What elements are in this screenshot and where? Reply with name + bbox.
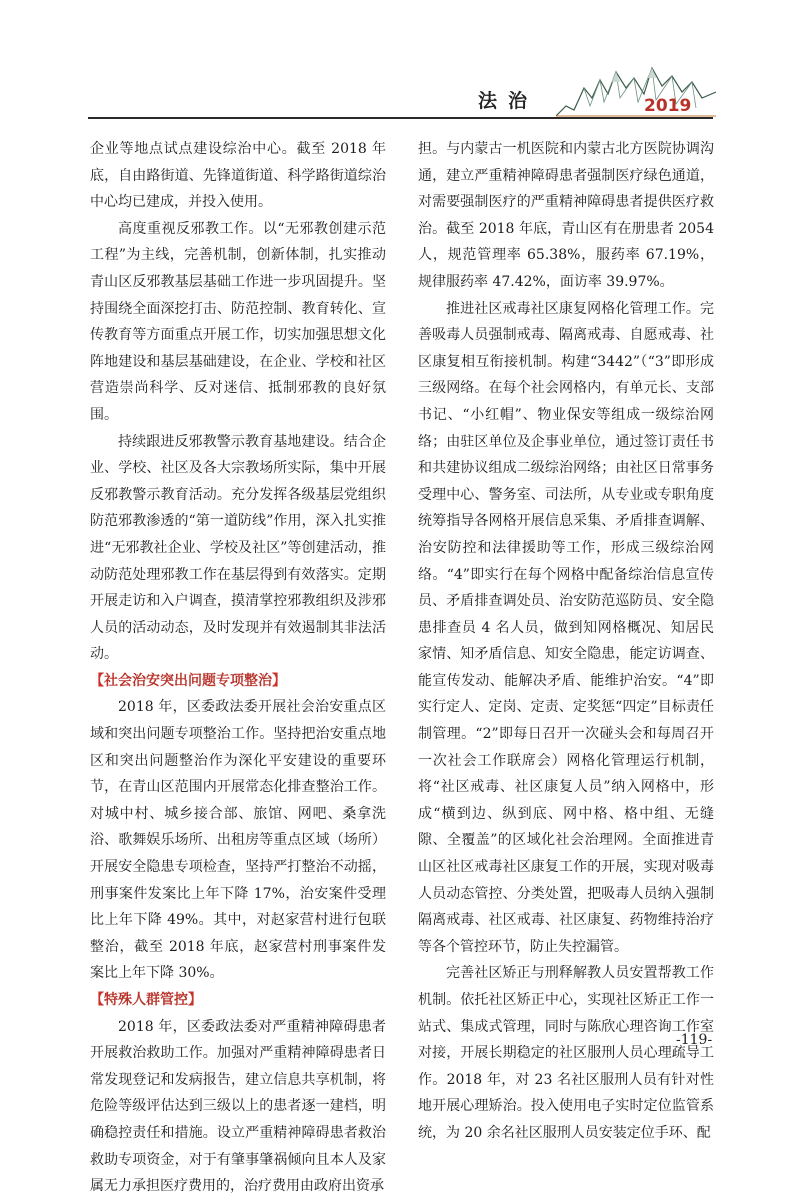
section-heading-text: 社会治安突出问题专项整治 <box>104 672 272 689</box>
paragraph: 2018 年，区委政法委对严重精神障碍患者开展救治救助工作。加强对严重精神障碍患者日常发现登记和发病报告，建立信息共享机制，将危险等级评估达到三级以上的患者逐一建档，明确稳控责任和措施。设立严重精神障碍患者救治救助专项资金，对于有肇事肇祸倾向且本人及家属无力承担医疗费用的，治疗费用由政府出资承 <box>90 1018 386 1195</box>
header-rule <box>88 117 713 119</box>
paragraph: 2018 年，区委政法委开展社会治安重点区域和突出问题专项整治工作。坚持把治安重点地区和突出问题整治作为深化平安建设的重要环节，在青山区范围内开展常态化排查整治工作。对城中村、城乡接合部、旅馆、网吧、桑拿洗浴、歌舞娱乐场所、出租房等重点区域（场所）开展安全隐患专项检查，坚持严打整治不动摇，刑事案件发案比上年下降 17%，治安案件受理比上年下降 49%。其中，对赵家营村进行包联整治，截至 2018 年底，赵家营村刑事案件发案比上年下降 30%。 <box>90 699 386 982</box>
heading-bracket-open: 【 <box>90 672 104 689</box>
paragraph: 担。与内蒙古一机医院和内蒙古北方医院协调沟通，建立严重精神障碍患者强制医疗绿色通道，对需要强制医疗的严重精神障碍患者提供医疗救治。截至 2018 年底，青山区有在册患者 2054 人，规范管理率 65.38%，服药率 67.19%，规律服药率 47.42%，面访率 39.97%。 <box>418 141 714 290</box>
right-column <box>418 136 714 1147</box>
left-column <box>90 136 386 1200</box>
heading-bracket-close: 】 <box>188 992 202 1008</box>
page-header <box>0 0 804 120</box>
section-heading <box>90 668 386 695</box>
heading-bracket-close: 】 <box>272 672 286 689</box>
paragraph: 高度重视反邪教工作。以“无邪教创建示范工程”为主线，完善机制，创新体制，扎实推动青山区反邪教基层基础工作进一步巩固提升。坚持围绕全面深挖打击、防范控制、教育转化、宣传教育等方面重点开展工作，切实加强思想文化阵地建设和基层基础建设，在企业、学校和社区营造崇尚科学、反对迷信、抵制邪教的良好氛围。 <box>90 220 386 423</box>
paragraph: 持续跟进反邪教警示教育基地建设。结合企业、学校、社区及各大宗教场所实际，集中开展反邪教警示教育活动。充分发挥各级基层党组织防范邪教渗透的“第一道防线”作用，深入扎实推进“无邪教社企业、学校及社区”等创建活动，推动防范处理邪教工作在基层得到有效落实。定期开展走访和入户调查，摸清掌控邪教组织及涉邪人员的活动动态，及时发现并有效遏制其非法活动。 <box>90 433 386 663</box>
section-heading <box>90 987 386 1014</box>
heading-bracket-open: 【 <box>90 992 104 1008</box>
paragraph: 推进社区戒毒社区康复网格化管理工作。完善吸毒人员强制戒毒、隔离戒毒、自愿戒毒、社区康复相互衔接机制。构建“3442”（“3”即形成三级网络。在每个社会网格内，有单元长、支部书记、“小红帽”、物业保安等组成一级综治网络；由驻区单位及企事业单位，通过签订责任书和共建协议组成二级综治网络；由社区日常事务受理中心、警务室、司法所，从专业或专职角度统筹指导各网格开展信息采集、矛盾排查调解、治安防控和法律援助等工作，形成三级综治网络。“4”即实行在每个网格中配备综治信息宣传员、矛盾排查调处员、治安防范巡防员、安全隐患排查员 4 名人员，做到知网格概况、知居民家情、知矛盾信息、知安全隐患，能定访调查、能宣传发动、能解决矛盾、能维护治安。“4”即实行定人、定岗、定责、定奖惩“四定”目标责任制管理。“2”即每日召开一次碰头会和每周召开一次社会工作联席会）网格化管理运行机制，将“社区戒毒、社区康复人员”纳入网格中，形成“横到边、纵到底、网中格、格中组、无缝隙、全覆盖”的区域化社会治理网。全面推进青山区社区戒毒社区康复工作的开展，实现对吸毒人员动态管控、分类处置，把吸毒人员纳入强制隔离戒毒、社区戒毒、社区康复、药物维持治疗等各个管控环节，防止失控漏管。 <box>418 300 714 955</box>
header-year: 2019 <box>644 96 692 116</box>
header-title: 法治 <box>478 90 539 112</box>
paragraph: 企业等地点试点建设综治中心。截至 2018 年底，自由路街道、先锋道街道、科学路街道综治中心均已建成，并投入使用。 <box>90 141 386 211</box>
section-heading-text: 特殊人群管控 <box>104 992 188 1008</box>
mountain-landscape-icon <box>556 58 716 118</box>
paragraph: 完善社区矫正与刑释解教人员安置帮教工作机制。依托社区矫正中心，实现社区矫正工作一站式、集成式管理，同时与陈欣心理咨询工作室对接，开展长期稳定的社区服刑人员心理疏导工作。2018 年，对 23 名社区服刑人员有针对性地开展心理矫治。投入使用电子实时定位监管系统，为 20 余名社区服刑人员安装定位手环、配 <box>418 965 714 1141</box>
page-number: -119- <box>676 1032 713 1048</box>
